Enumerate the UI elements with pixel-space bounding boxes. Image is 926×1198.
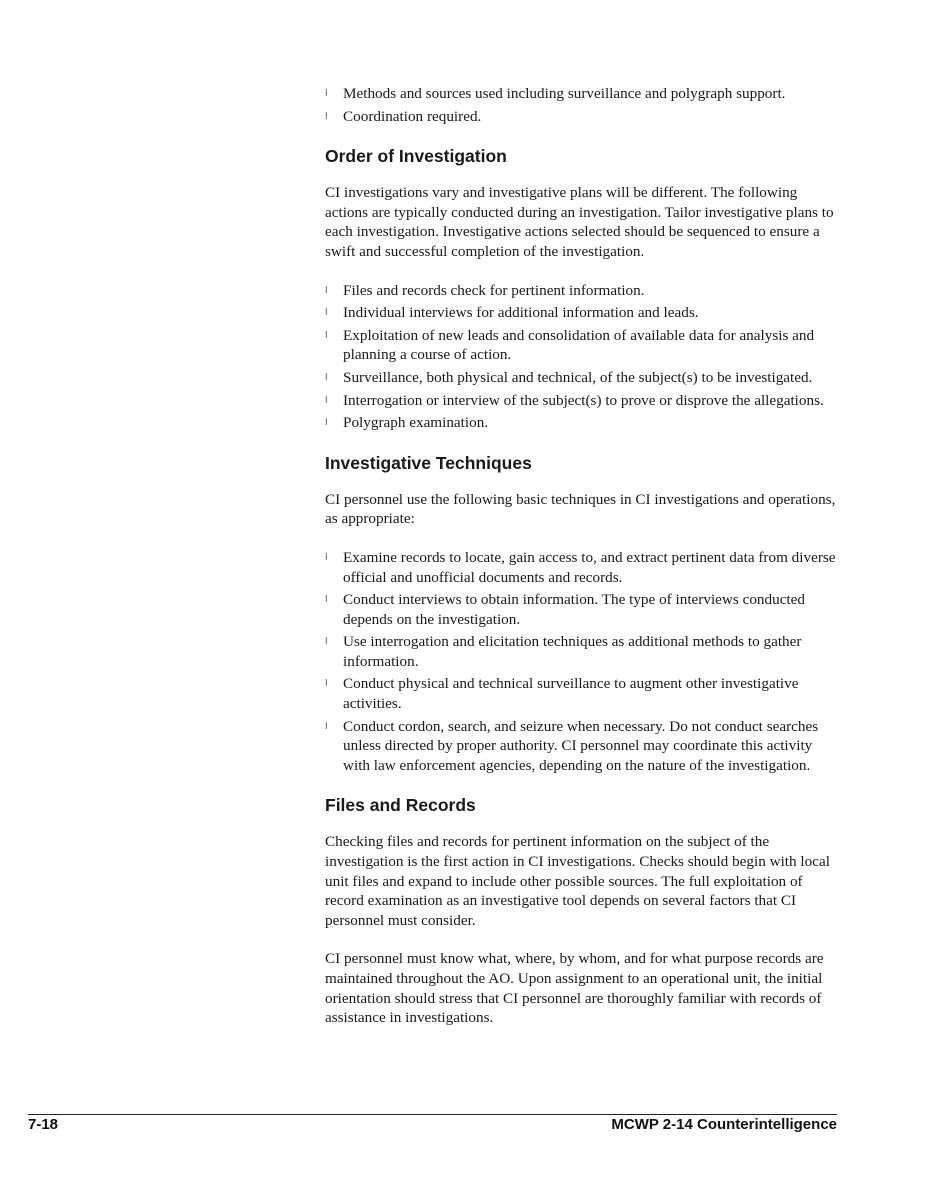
publication-title: MCWP 2-14 Counterintelligence — [611, 1116, 837, 1133]
list-item: l Exploitation of new leads and consolidation of available data for analysis and planning a course of action. — [325, 326, 837, 365]
list-item: l Interrogation or interview of the subject(s) to prove or disprove the allegations. — [325, 391, 837, 411]
footer-divider — [28, 1114, 837, 1115]
page-number: 7-18 — [28, 1116, 59, 1133]
heading-order-of-investigation: Order of Investigation — [325, 146, 507, 167]
order-bullet-list — [325, 281, 837, 433]
list-item: l Surveillance, both physical and technical, of the subject(s) to be investigated. — [325, 368, 837, 388]
order-paragraph: CI investigations vary and investigative plans will be different. The following actions are typically conducted during an investigation. Tailor investigative plans to each investigation. Investigative actions selected should be sequenced to ensure a swift and successful completion of the investigation. — [325, 184, 834, 260]
list-item: l Use interrogation and elicitation techniques as additional methods to gather information. — [325, 632, 837, 671]
techniques-bullet-list — [325, 548, 837, 776]
list-item: l Files and records check for pertinent information. — [325, 281, 837, 301]
files-paragraph-1: Checking files and records for pertinent information on the subject of the investigation is the first action in CI investigations. Checks should begin with local unit files and expand to include other possible sources. The full exploitation of record examination as an investigative tool depends on several factors that CI personnel must consider. — [325, 833, 830, 929]
page-body — [325, 84, 837, 1047]
list-item: l Polygraph examination. — [325, 413, 837, 433]
list-item: l Examine records to locate, gain access to, and extract pertinent data from diverse official and unofficial documents and records. — [325, 548, 837, 587]
techniques-paragraph: CI personnel use the following basic techniques in CI investigations and operations, as appropriate: — [325, 490, 836, 528]
heading-investigative-techniques: Investigative Techniques — [325, 452, 532, 473]
list-item: l Conduct interviews to obtain information. The type of interviews conducted depends on the investigation. — [325, 590, 837, 629]
top-bullet-list — [325, 84, 837, 126]
list-item: l Conduct cordon, search, and seizure when necessary. Do not conduct searches unless directed by proper authority. CI personnel may coordinate this activity with law enforcement agencies, depending on the nature of the investigation. — [325, 717, 837, 776]
list-item: l Individual interviews for additional information and leads. — [325, 303, 837, 323]
files-paragraph-2: CI personnel must know what, where, by whom, and for what purpose records are maintained throughout the AO. Upon assignment to an operational unit, the initial orientation should stress that CI personnel are thoroughly familiar with records of assistance in investigations. — [325, 950, 824, 1027]
heading-files-and-records: Files and Records — [325, 795, 476, 816]
list-item: l Conduct physical and technical surveillance to augment other investigative activities. — [325, 674, 837, 713]
list-item: l Methods and sources used including surveillance and polygraph support. — [325, 84, 837, 104]
list-item: l Coordination required. — [325, 107, 837, 127]
